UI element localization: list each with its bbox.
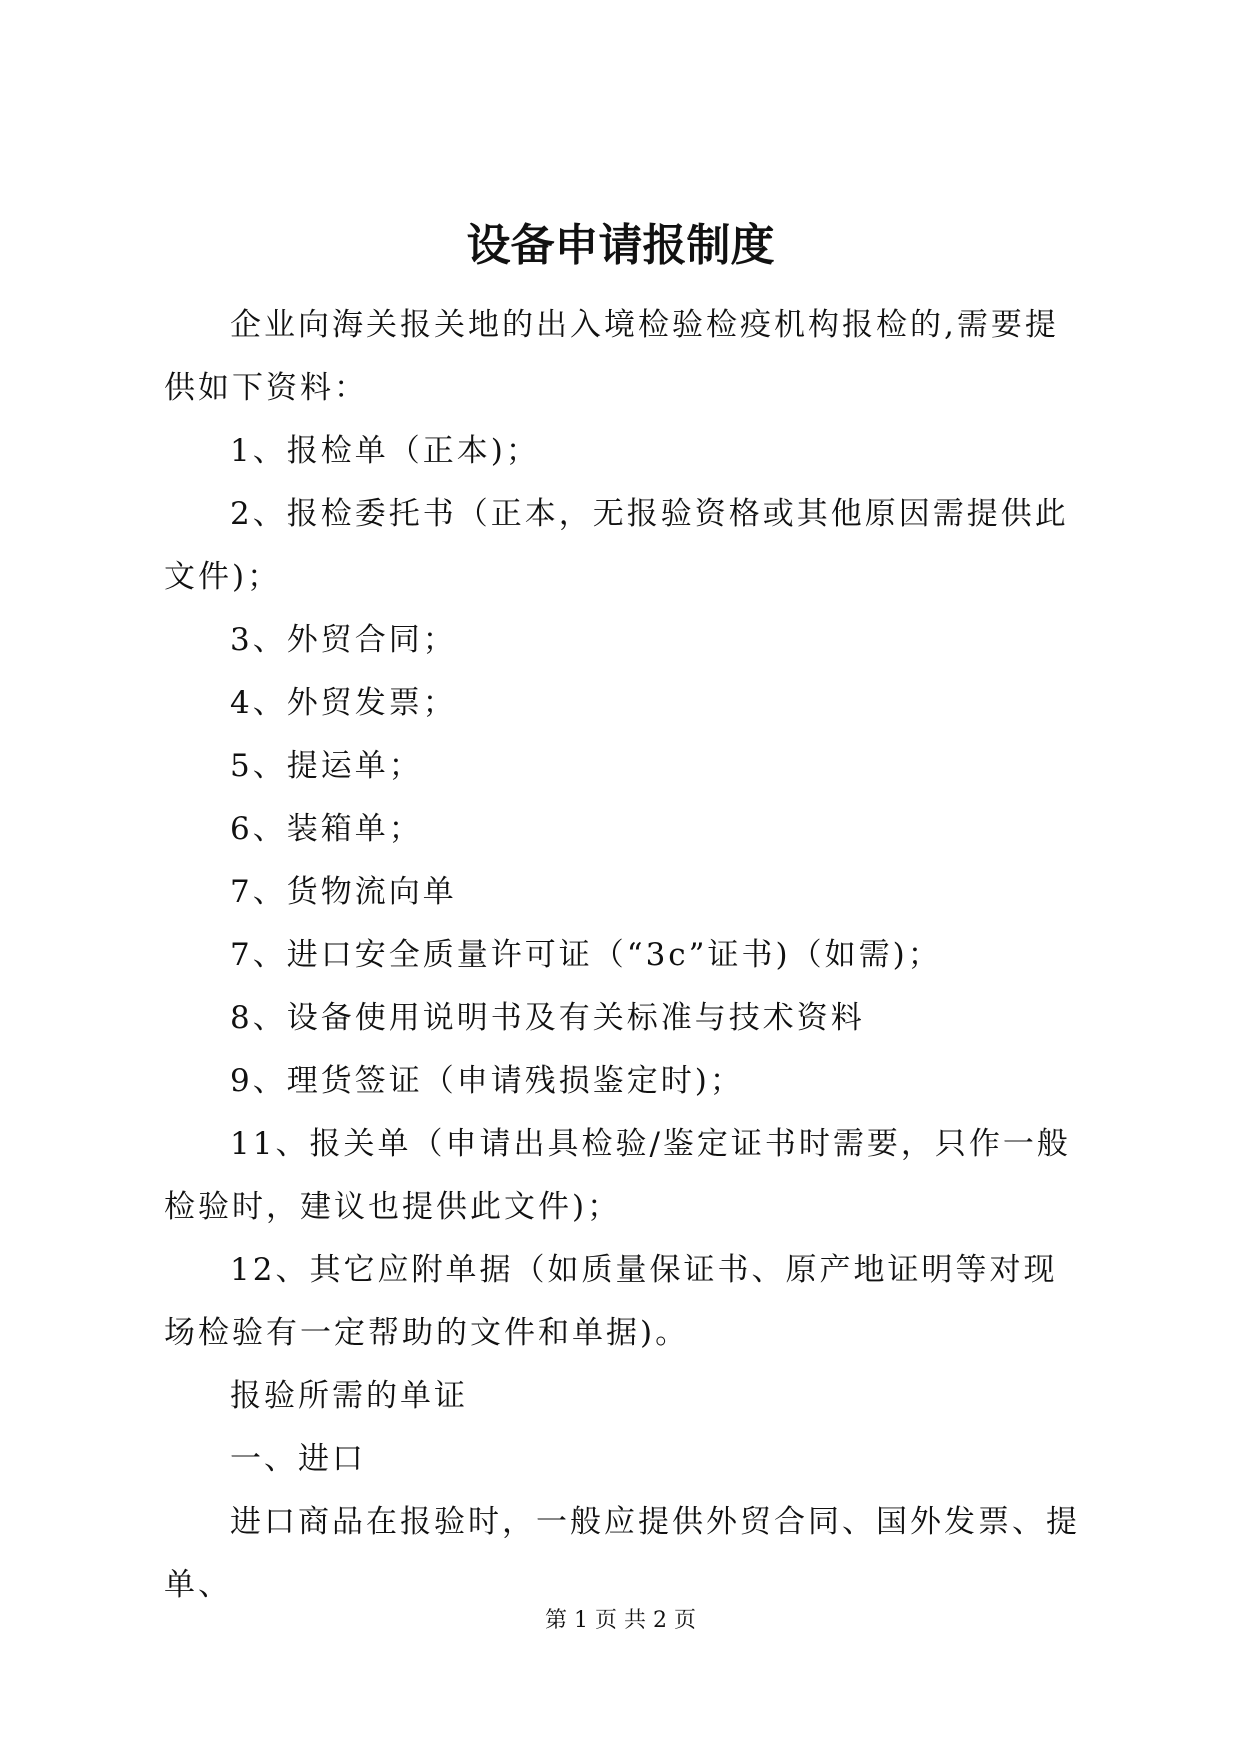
paragraph-intro: 企业向海关报关地的出入境检验检疫机构报检的,需要提供如下资料： <box>164 307 1059 406</box>
document-body <box>164 294 1084 1617</box>
list-item: 7、货物流向单 <box>230 874 457 910</box>
document-title: 设备申请报制度 <box>466 220 775 271</box>
subsection-heading: 一、进口 <box>230 1441 366 1477</box>
list-item: 1、报检单（正本)； <box>230 433 540 469</box>
list-item: 11、报关单（申请出具检验/鉴定证书时需要，只作一般检验时，建议也提供此文件)； <box>164 1126 1071 1225</box>
list-item: 12、其它应附单据（如质量保证书、原产地证明等对现场检验有一定帮助的文件和单据)。 <box>164 1252 1058 1351</box>
section-heading: 报验所需的单证 <box>230 1378 468 1414</box>
list-item: 9、理货签证（申请残损鉴定时)； <box>230 1063 744 1099</box>
page-footer: 第 1 页 共 2 页 <box>545 1608 696 1633</box>
list-item: 5、提运单； <box>230 748 423 784</box>
list-item: 4、外贸发票； <box>230 685 457 721</box>
list-item: 3、外贸合同； <box>230 622 457 658</box>
list-item: 2、报检委托书（正本，无报验资格或其他原因需提供此文件)； <box>164 496 1069 595</box>
list-item: 6、装箱单； <box>230 811 423 847</box>
paragraph: 进口商品在报验时，一般应提供外贸合同、国外发票、提单、 <box>164 1504 1080 1603</box>
list-item: 8、设备使用说明书及有关标准与技术资料 <box>230 1000 865 1036</box>
list-item: 7、进口安全质量许可证（“3c”证书)（如需)； <box>230 937 942 973</box>
